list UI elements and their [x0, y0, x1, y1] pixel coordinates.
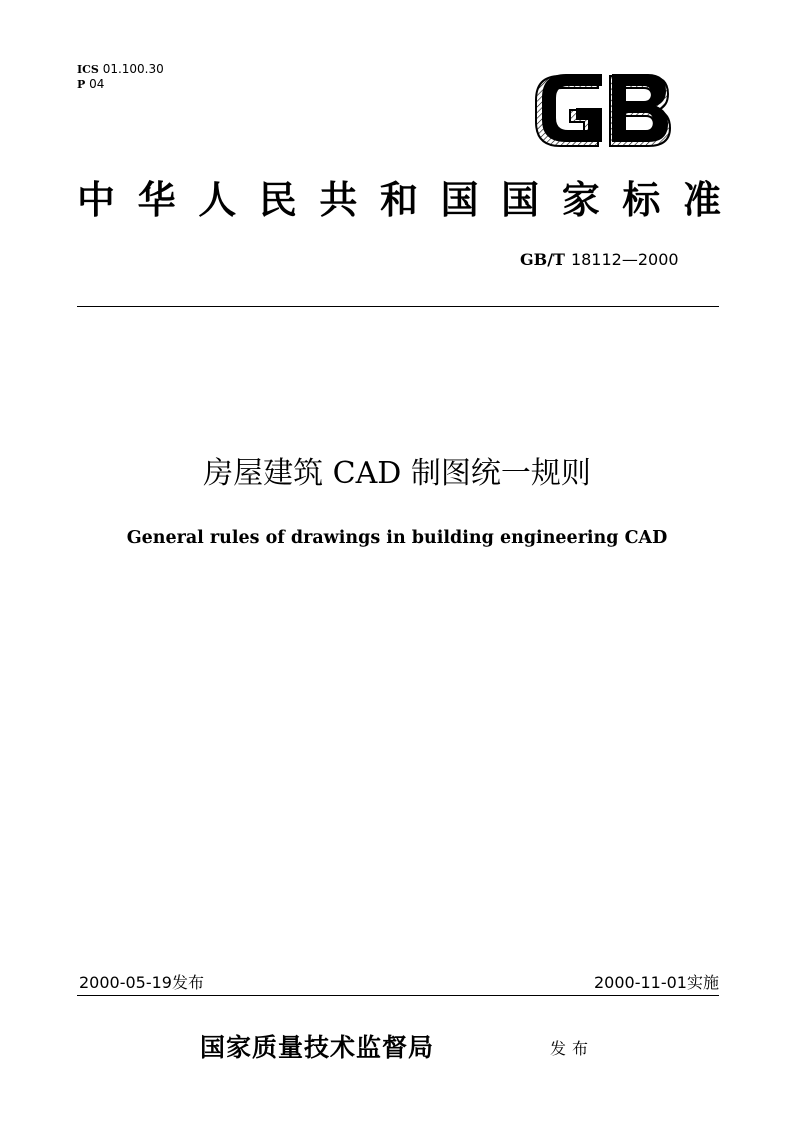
p-value: 04: [89, 77, 105, 91]
implement-label: 实施: [686, 973, 719, 992]
standard-code-number: 18112—2000: [570, 250, 679, 269]
standard-title-char: 国: [501, 177, 540, 222]
gb-logo: [532, 72, 672, 150]
p-line: [77, 77, 164, 92]
ics-label: ICS: [77, 63, 99, 76]
document-title-cn-part1: 房屋建筑: [203, 456, 324, 491]
release-date-line: [79, 972, 204, 994]
standard-title-char: 华: [137, 177, 176, 222]
issuer-suffix: 发布: [550, 1039, 595, 1058]
p-label: P: [77, 78, 86, 91]
ics-line: [77, 62, 164, 77]
top-divider: [77, 306, 719, 307]
bottom-divider: [77, 995, 719, 996]
standard-title-char: 准: [682, 177, 721, 222]
standard-title: [77, 172, 721, 228]
standard-title-char: 标: [622, 177, 661, 222]
classification-block: [77, 62, 164, 92]
standard-title-char: 人: [198, 177, 237, 222]
standard-title-char: 共: [319, 177, 358, 222]
issuer-name: 国家质量技术监督局: [200, 1033, 435, 1062]
gb-logo-text: GB: [532, 72, 534, 73]
document-title-cn-acronym: CAD: [332, 456, 402, 491]
document-title-cn: [0, 452, 794, 496]
implement-date-line: [594, 972, 719, 994]
standard-title-char: 中: [77, 177, 116, 222]
standard-title-char: 国: [440, 177, 479, 222]
standard-title-char: 民: [258, 177, 297, 222]
standard-code-prefix: GB/T: [520, 250, 565, 269]
implement-date: 2000-11-01: [594, 973, 687, 992]
standard-title-char: 和: [379, 177, 418, 222]
standard-code: [520, 250, 679, 270]
standard-title-char: 家: [561, 177, 600, 222]
release-date: 2000-05-19: [79, 973, 172, 992]
document-title-cn-part2: 制图统一规则: [410, 456, 591, 491]
ics-value: 01.100.30: [102, 62, 164, 76]
document-title-en: General rules of drawings in building engineering CAD: [126, 528, 668, 548]
release-label: 发布: [171, 973, 204, 992]
